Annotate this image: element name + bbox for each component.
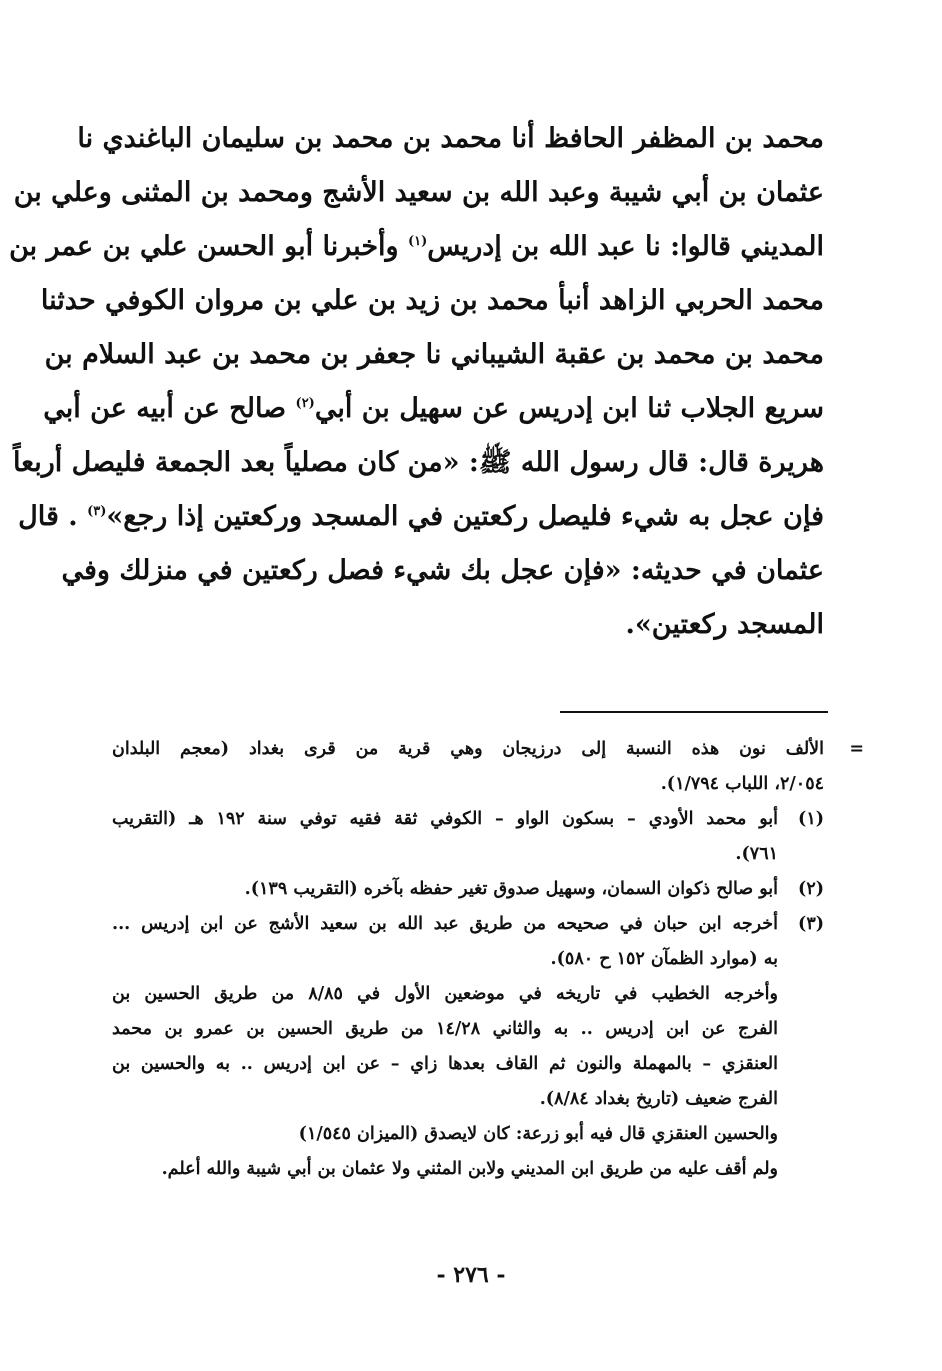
page-number: - ٢٧٦ - — [436, 1262, 506, 1288]
footnote-line: أبو محمد الأودي – بسكون الواو – الكوفي ثقة فقيه توفي سنة ١٩٢ هـ (التقريب — [112, 809, 779, 829]
continuation-marker: = — [849, 739, 864, 759]
footnote-1 — [112, 802, 824, 872]
footnote-line: ٢/٠٥٤، اللباب ١/٧٩٤). — [660, 774, 824, 794]
footnote-ref-3[interactable]: (٣) — [87, 504, 107, 519]
footnote-line: ٧٦١). — [735, 844, 778, 864]
main-line: سريع الجلاب ثنا ابن إدريس عن سهيل بن أبي$^{(٢)}$ صالح عن أبيه عن أبي — [43, 393, 824, 424]
main-line: عثمان بن أبي شيبة وعبد الله بن سعيد الأشج ومحمد بن المثنى وعلي بن — [13, 177, 824, 208]
footnote-line: به (موارد الظمآن ١٥٢ ح ٥٨٠). — [550, 949, 778, 969]
footnote-separator — [560, 711, 828, 713]
footnote-line: أخرجه ابن حبان في صحيحه من طريق عبد الله بن سعيد الأشج عن ابن إدريس ... — [112, 914, 778, 934]
main-line: المسجد ركعتين». — [625, 609, 824, 640]
main-text — [9, 112, 824, 652]
main-line: فإن عجل به شيء فليصل ركعتين في المسجد وركعتين إذا رجع»$^{(٣)}$ . قال — [18, 501, 824, 532]
footnote-ref-2[interactable]: (٢) — [295, 396, 315, 411]
footnote-line: ولم أقف عليه من طريق ابن المديني ولابن المثني ولا عثمان بن أبي شيبة والله أعلم. — [161, 1159, 778, 1179]
footnote-marker: (٣) — [798, 914, 824, 934]
footnote-line: الفرج عن ابن إدريس .. به والثاني ١٤/٢٨ من طريق الحسين بن عمرو بن محمد — [112, 1019, 778, 1039]
main-line: عثمان في حديثه: «فإن عجل بك شيء فصل ركعتين في منزلك وفي — [61, 555, 824, 586]
footnote-line: والحسين العنقزي قال فيه أبو زرعة: كان لايصدق (الميزان ١/٥٤٥) — [298, 1124, 778, 1144]
footnote-2 — [112, 872, 824, 907]
main-line: محمد بن المظفر الحافظ أنا محمد بن محمد بن سليمان الباغندي نا — [77, 123, 824, 154]
footnote-continuation — [112, 732, 864, 802]
footnote-line: العنقزي – بالمهملة والنون ثم القاف بعدها زاي – عن ابن إدريس .. به والحسين بن — [112, 1054, 778, 1074]
footnote-ref-1[interactable]: (١) — [407, 234, 428, 249]
main-line: المديني قالوا: نا عبد الله بن إدريس$^{(١)}$ وأخبرنا أبو الحسن علي بن عمر بن — [9, 231, 824, 262]
footnote-line: الفرج ضعيف (تاريخ بغداد ٨/٨٤). — [539, 1089, 778, 1109]
footnote-marker: (١) — [798, 809, 824, 829]
main-line: محمد بن محمد بن عقبة الشيباني نا جعفر بن محمد بن عبد السلام بن — [44, 339, 824, 370]
main-line: محمد الحربي الزاهد أنبأ محمد بن زيد بن علي بن مروان الكوفي حدثنا — [40, 285, 824, 316]
main-line: هريرة قال: قال رسول الله ﷺ: «من كان مصلياً بعد الجمعة فليصل أربعاً — [12, 447, 824, 478]
footnote-line: وأخرجه الخطيب في تاريخه في موضعين الأول في ٨/٨٥ من طريق الحسين بن — [112, 984, 778, 1004]
footnote-marker: (٢) — [798, 879, 824, 899]
footnote-3 — [112, 907, 824, 1187]
footnote-line: أبو صالح ذكوان السمان، وسهيل صدوق تغير حفظه بآخره (التقريب ١٣٩). — [244, 879, 778, 899]
footnote-line: الألف نون هذه النسبة إلى درزيجان وهي قرية من قرى بغداد (معجم البلدان — [112, 739, 824, 759]
footnotes — [112, 732, 864, 1187]
